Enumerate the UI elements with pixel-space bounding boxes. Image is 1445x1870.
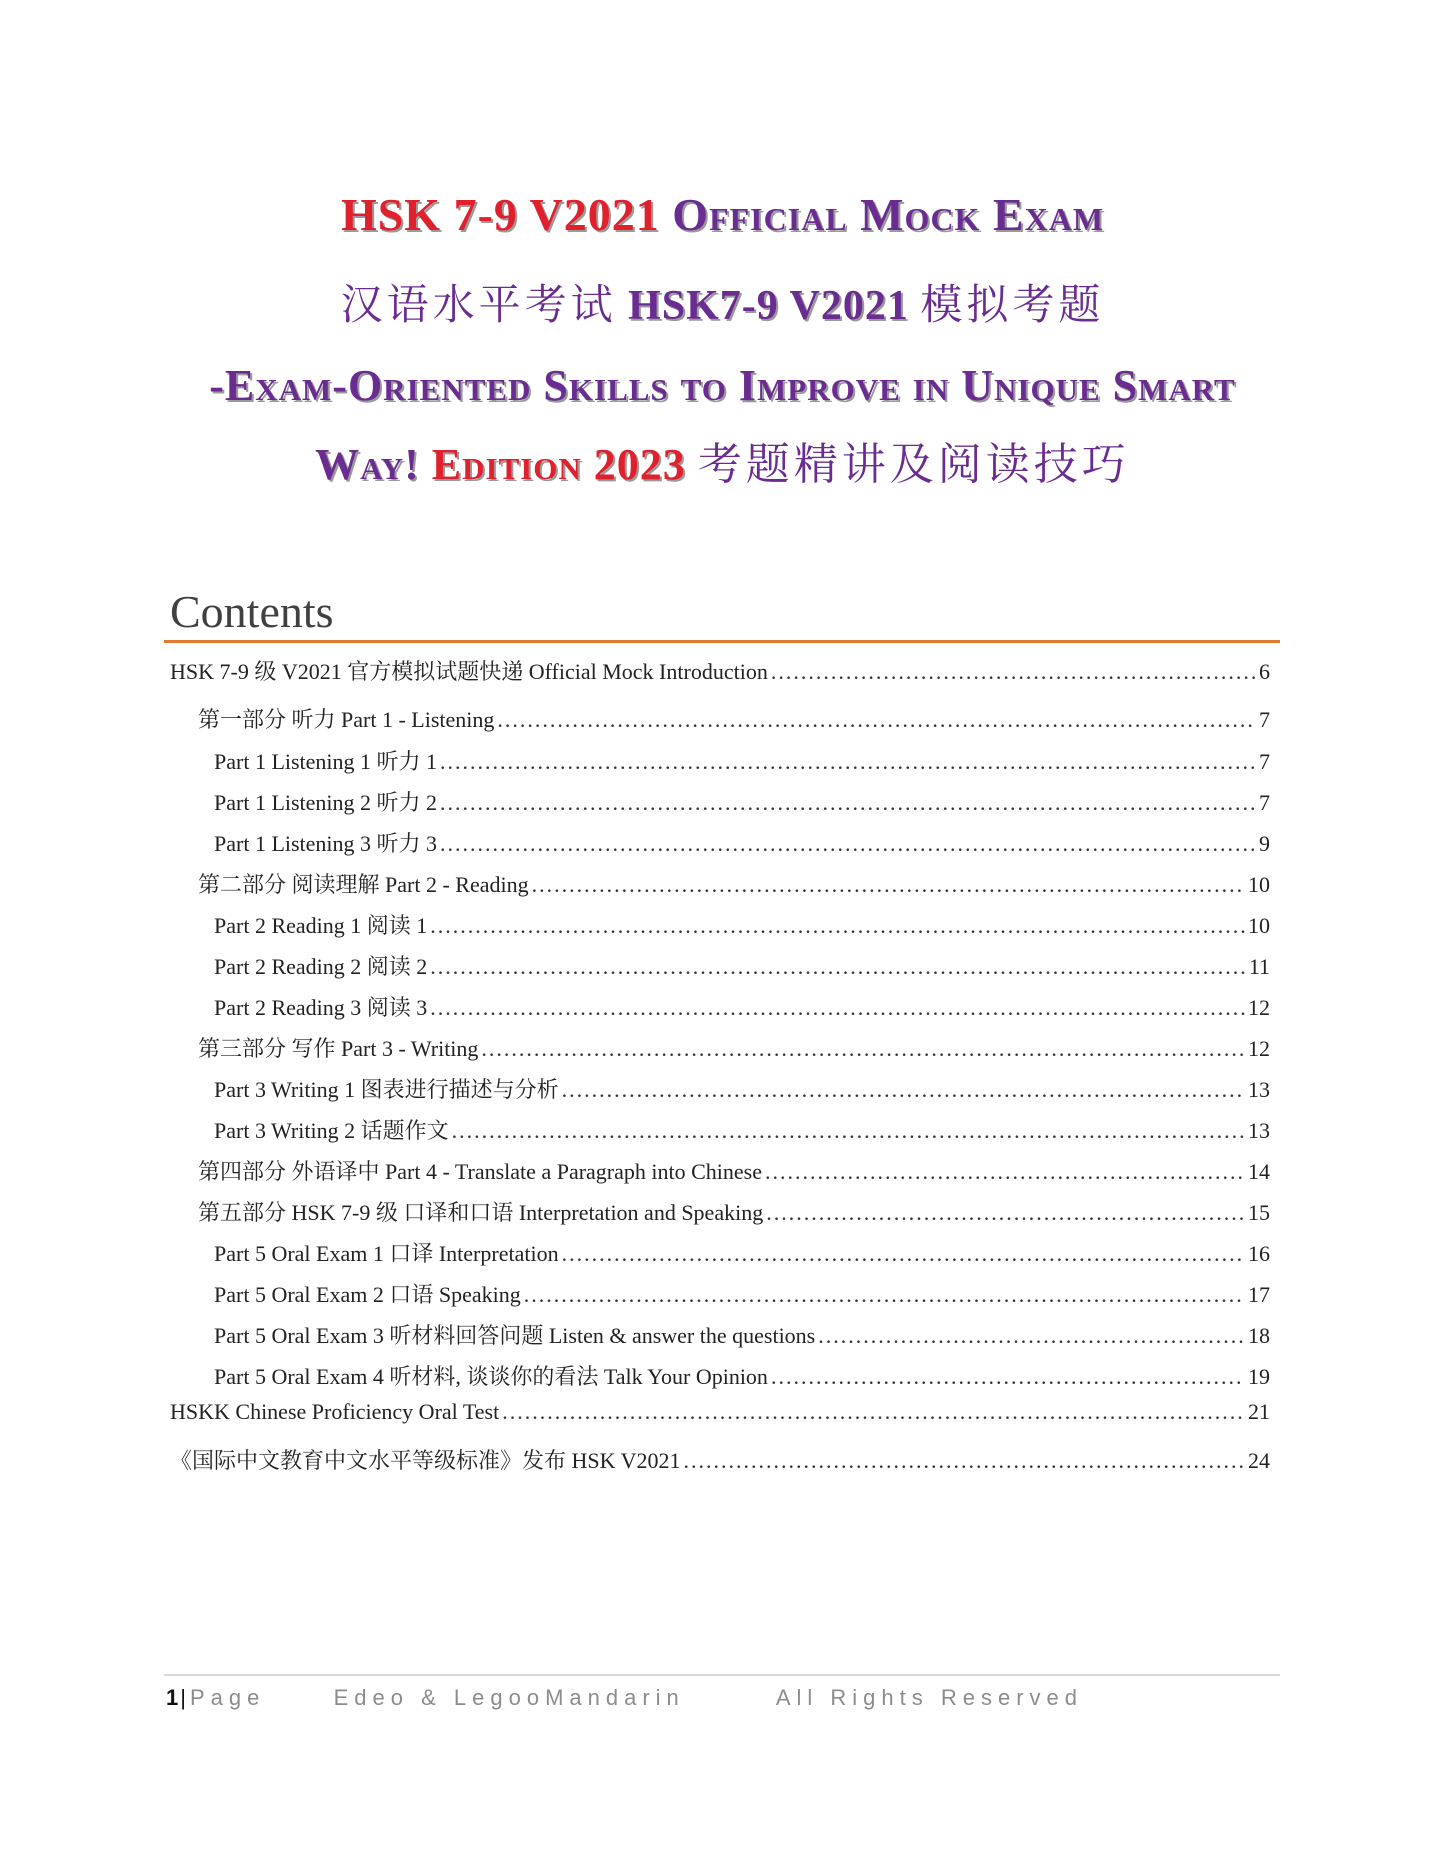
- toc-entry[interactable]: [214, 1114, 1270, 1144]
- toc-entry[interactable]: [198, 1032, 1270, 1062]
- toc-entry[interactable]: [198, 1196, 1270, 1226]
- toc-entry-page: 13: [1248, 1077, 1270, 1102]
- toc-entry[interactable]: [214, 1073, 1270, 1103]
- toc-entry[interactable]: [214, 950, 1270, 980]
- toc-entry-label: Part 2 Reading 3 阅读 3: [214, 995, 428, 1020]
- toc-entry-page: 19: [1248, 1364, 1270, 1389]
- toc-entry-label: Part 5 Oral Exam 1 口译 Interpretation: [214, 1241, 559, 1266]
- toc-entry-label: Part 1 Listening 3 听力 3: [214, 831, 438, 856]
- toc-entry-page: 11: [1248, 954, 1270, 979]
- toc-entry-label: HSK 7-9 级 V2021 官方模拟试题快递 Official Mock Introduction: [170, 659, 768, 684]
- toc-dot-leader: [440, 790, 1256, 816]
- toc-entry-page: 17: [1248, 1282, 1270, 1307]
- toc-dot-leader: [562, 1241, 1245, 1267]
- title-line-1: [0, 188, 1445, 241]
- toc-dot-leader: [452, 1118, 1245, 1144]
- subtitle-line-2: [0, 428, 1445, 492]
- toc-dot-leader: [562, 1077, 1245, 1103]
- toc-entry-page: 16: [1248, 1241, 1270, 1266]
- toc-entry-label: 第二部分 阅读理解 Part 2 - Reading: [198, 872, 529, 897]
- toc-entry[interactable]: [214, 1278, 1270, 1308]
- toc-dot-leader: [502, 1399, 1245, 1425]
- toc-dot-leader: [771, 659, 1256, 685]
- toc-entry-page: 12: [1248, 995, 1270, 1020]
- title-cn-suffix: 模拟考题: [920, 283, 1105, 329]
- toc-entry[interactable]: [214, 1360, 1270, 1390]
- toc-dot-leader: [481, 1036, 1245, 1062]
- toc-entry[interactable]: [214, 786, 1270, 816]
- footer-rights: All Rights Reserved: [775, 1685, 1083, 1710]
- toc-entry[interactable]: [170, 1444, 1270, 1474]
- toc-entry-page: 24: [1248, 1448, 1270, 1473]
- toc-dot-leader: [430, 954, 1246, 980]
- toc-entry-page: 7: [1259, 790, 1270, 815]
- toc-entry-label: 第一部分 听力 Part 1 - Listening: [198, 707, 495, 732]
- subtitle-text: -Exam-Oriented Skills to Improve in Unique Smart: [209, 361, 1236, 410]
- toc-entry-page: 14: [1248, 1159, 1270, 1184]
- toc-entry-label: Part 2 Reading 2 阅读 2: [214, 954, 428, 979]
- toc-dot-leader: [524, 1282, 1245, 1308]
- toc-entry-label: 第三部分 写作 Part 3 - Writing: [198, 1036, 479, 1061]
- contents-divider: [164, 640, 1280, 643]
- toc-entry[interactable]: [214, 991, 1270, 1021]
- subtitle-way: Way!: [315, 440, 420, 489]
- toc-entry-page: 15: [1248, 1200, 1270, 1225]
- toc-dot-leader: [440, 749, 1256, 775]
- footer-divider: [164, 1674, 1280, 1676]
- toc-entry[interactable]: [198, 703, 1270, 733]
- footer-page-number: 1: [166, 1685, 179, 1710]
- toc-entry-page: 10: [1248, 913, 1270, 938]
- title-cn-latin: HSK7-9 V2021: [628, 283, 909, 329]
- title-exam-name: Official Mock Exam: [672, 189, 1105, 240]
- toc-entry-label: Part 5 Oral Exam 3 听材料回答问题 Listen & answer the questions: [214, 1323, 816, 1348]
- toc-entry-label: Part 3 Writing 1 图表进行描述与分析: [214, 1077, 559, 1102]
- toc-entry-label: Part 3 Writing 2 话题作文: [214, 1118, 449, 1143]
- toc-dot-leader: [430, 995, 1245, 1021]
- subtitle-line-1: [0, 360, 1445, 411]
- toc-entry[interactable]: [198, 868, 1270, 898]
- toc-entry-label: 第五部分 HSK 7-9 级 口译和口语 Interpretation and Speaking: [198, 1200, 764, 1225]
- toc-entry-page: 13: [1248, 1118, 1270, 1143]
- toc-entry[interactable]: [214, 909, 1270, 939]
- toc-entry-label: Part 5 Oral Exam 4 听材料, 谈谈你的看法 Talk Your Opinion: [214, 1364, 768, 1389]
- toc-entry-page: 9: [1259, 831, 1270, 856]
- toc-entry-page: 18: [1248, 1323, 1270, 1348]
- toc-dot-leader: [771, 1364, 1245, 1390]
- footer-publisher: Edeo & LegooMandarin: [333, 1685, 685, 1710]
- toc-entry-page: 21: [1248, 1399, 1270, 1424]
- footer-page-label: Page: [189, 1685, 266, 1710]
- toc-entry-label: 《国际中文教育中文水平等级标准》发布 HSK V2021: [170, 1448, 681, 1473]
- toc-entry-page: 7: [1259, 707, 1270, 732]
- toc-dot-leader: [766, 1200, 1245, 1226]
- toc-dot-leader: [430, 913, 1245, 939]
- contents-heading: Contents: [170, 586, 334, 637]
- toc-entry-label: Part 1 Listening 2 听力 2: [214, 790, 438, 815]
- toc-entry-label: HSKK Chinese Proficiency Oral Test: [170, 1399, 500, 1424]
- page-footer: [166, 1685, 1083, 1711]
- toc-entry-page: 10: [1248, 872, 1270, 897]
- toc-dot-leader: [765, 1159, 1245, 1185]
- footer-separator: |: [180, 1685, 186, 1710]
- toc-entry[interactable]: [198, 1155, 1270, 1185]
- toc-entry[interactable]: [214, 1319, 1270, 1349]
- subtitle-edition: Edition 2023: [431, 440, 686, 489]
- title-cn-prefix: 汉语水平考试: [340, 283, 617, 329]
- toc-dot-leader: [684, 1448, 1245, 1474]
- toc-dot-leader: [818, 1323, 1245, 1349]
- toc-entry-page: 12: [1248, 1036, 1270, 1061]
- toc-entry-label: Part 1 Listening 1 听力 1: [214, 749, 438, 774]
- toc-entry-label: Part 2 Reading 1 阅读 1: [214, 913, 428, 938]
- toc-entry[interactable]: [214, 827, 1270, 857]
- subtitle-cn: 考题精讲及阅读技巧: [697, 440, 1130, 489]
- toc-entry[interactable]: [214, 1237, 1270, 1267]
- toc-entry-page: 6: [1259, 659, 1270, 684]
- toc-entry-label: 第四部分 外语译中 Part 4 - Translate a Paragraph into Chinese: [198, 1159, 762, 1184]
- toc-entry-page: 7: [1259, 749, 1270, 774]
- title-exam-code: HSK 7-9 V2021: [340, 189, 660, 240]
- toc-entry[interactable]: [214, 745, 1270, 775]
- toc-entry[interactable]: [170, 655, 1270, 685]
- toc-dot-leader: [440, 831, 1256, 857]
- toc-dot-leader: [497, 707, 1256, 733]
- toc-dot-leader: [532, 872, 1245, 898]
- title-line-2: [0, 272, 1445, 332]
- toc-entry-label: Part 5 Oral Exam 2 口语 Speaking: [214, 1282, 521, 1307]
- toc-entry[interactable]: [170, 1399, 1270, 1429]
